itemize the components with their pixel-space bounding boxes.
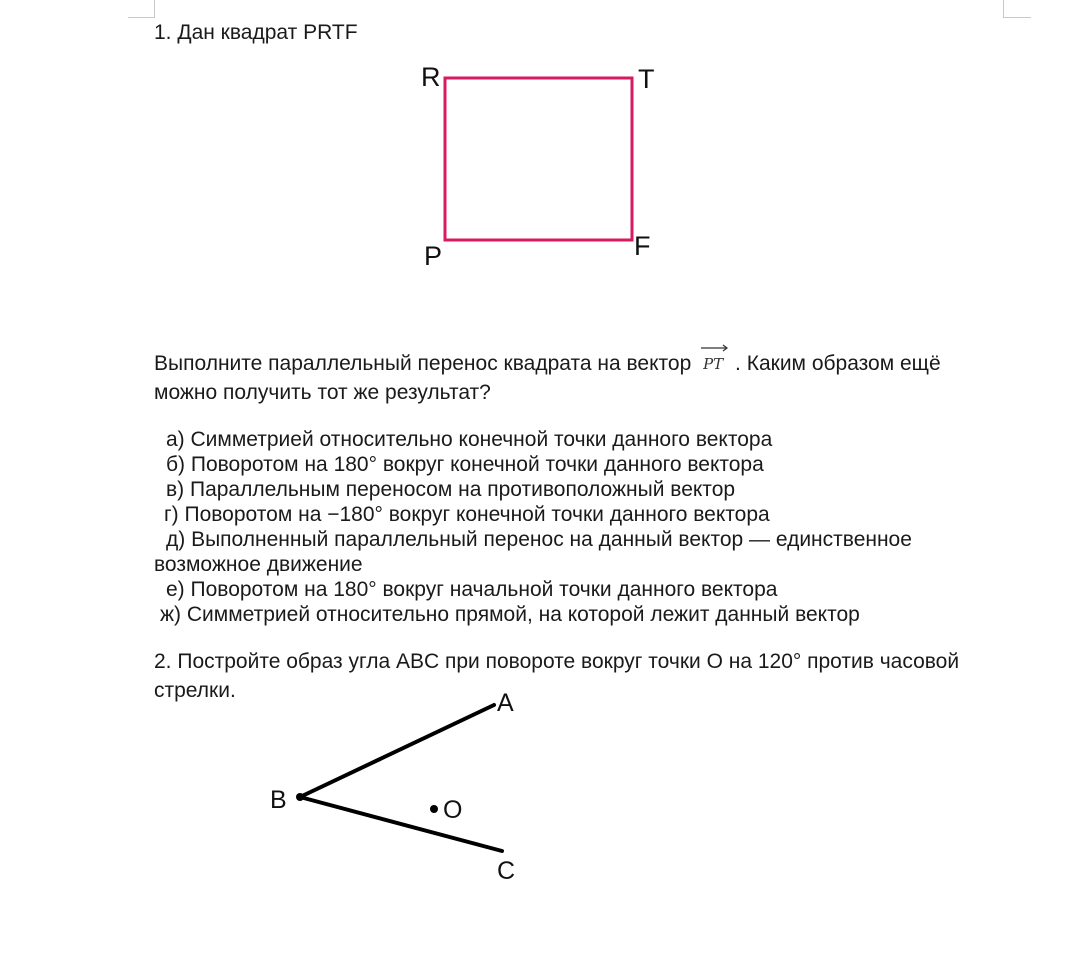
task2-heading-line2: стрелки.	[154, 679, 236, 702]
question-text-before: Выполните параллельный перенос квадрата на вектор	[154, 352, 692, 375]
vertex-label-p: P	[424, 241, 443, 271]
option-e: е) Поворотом на 180° вокруг начальной точки данного вектора	[166, 578, 778, 601]
task1-question-line2: можно получить тот же результат?	[154, 381, 491, 404]
ray-ba	[300, 705, 494, 797]
point-b	[296, 793, 304, 801]
vertex-label-r: R	[421, 62, 441, 92]
point-label-b: B	[270, 786, 287, 814]
vertex-label-t: T	[638, 64, 655, 94]
option-g: г) Поворотом на −180° вокруг конечной точки данного вектора	[164, 503, 770, 526]
option-b: б) Поворотом на 180° вокруг конечной точки данного вектора	[166, 453, 764, 476]
task1-heading: 1. Дан квадрат PRTF	[154, 21, 358, 44]
task2-heading: 2. Постройте образ угла ABC при повороте вокруг точки О на 120° против часовой	[154, 650, 960, 673]
option-zh: ж) Симметрией относительно прямой, на которой лежит данный вектор	[160, 603, 860, 626]
vertex-label-f: F	[634, 231, 651, 261]
option-d-continued: возможное движение	[154, 553, 363, 576]
point-label-o: O	[443, 796, 463, 824]
ray-bc	[300, 797, 502, 851]
option-a: а) Симметрией относительно конечной точки данного вектора	[166, 428, 773, 451]
question-text-after: . Каким образом ещё	[735, 352, 941, 375]
vector-label: PT	[703, 355, 724, 373]
point-label-a: A	[497, 689, 514, 717]
point-label-c: C	[497, 857, 516, 885]
option-d: д) Выполненный параллельный перенос на данный вектор — единственное	[166, 528, 912, 551]
option-v: в) Параллельным переносом на противоположный вектор	[166, 478, 736, 501]
point-o	[430, 805, 438, 813]
